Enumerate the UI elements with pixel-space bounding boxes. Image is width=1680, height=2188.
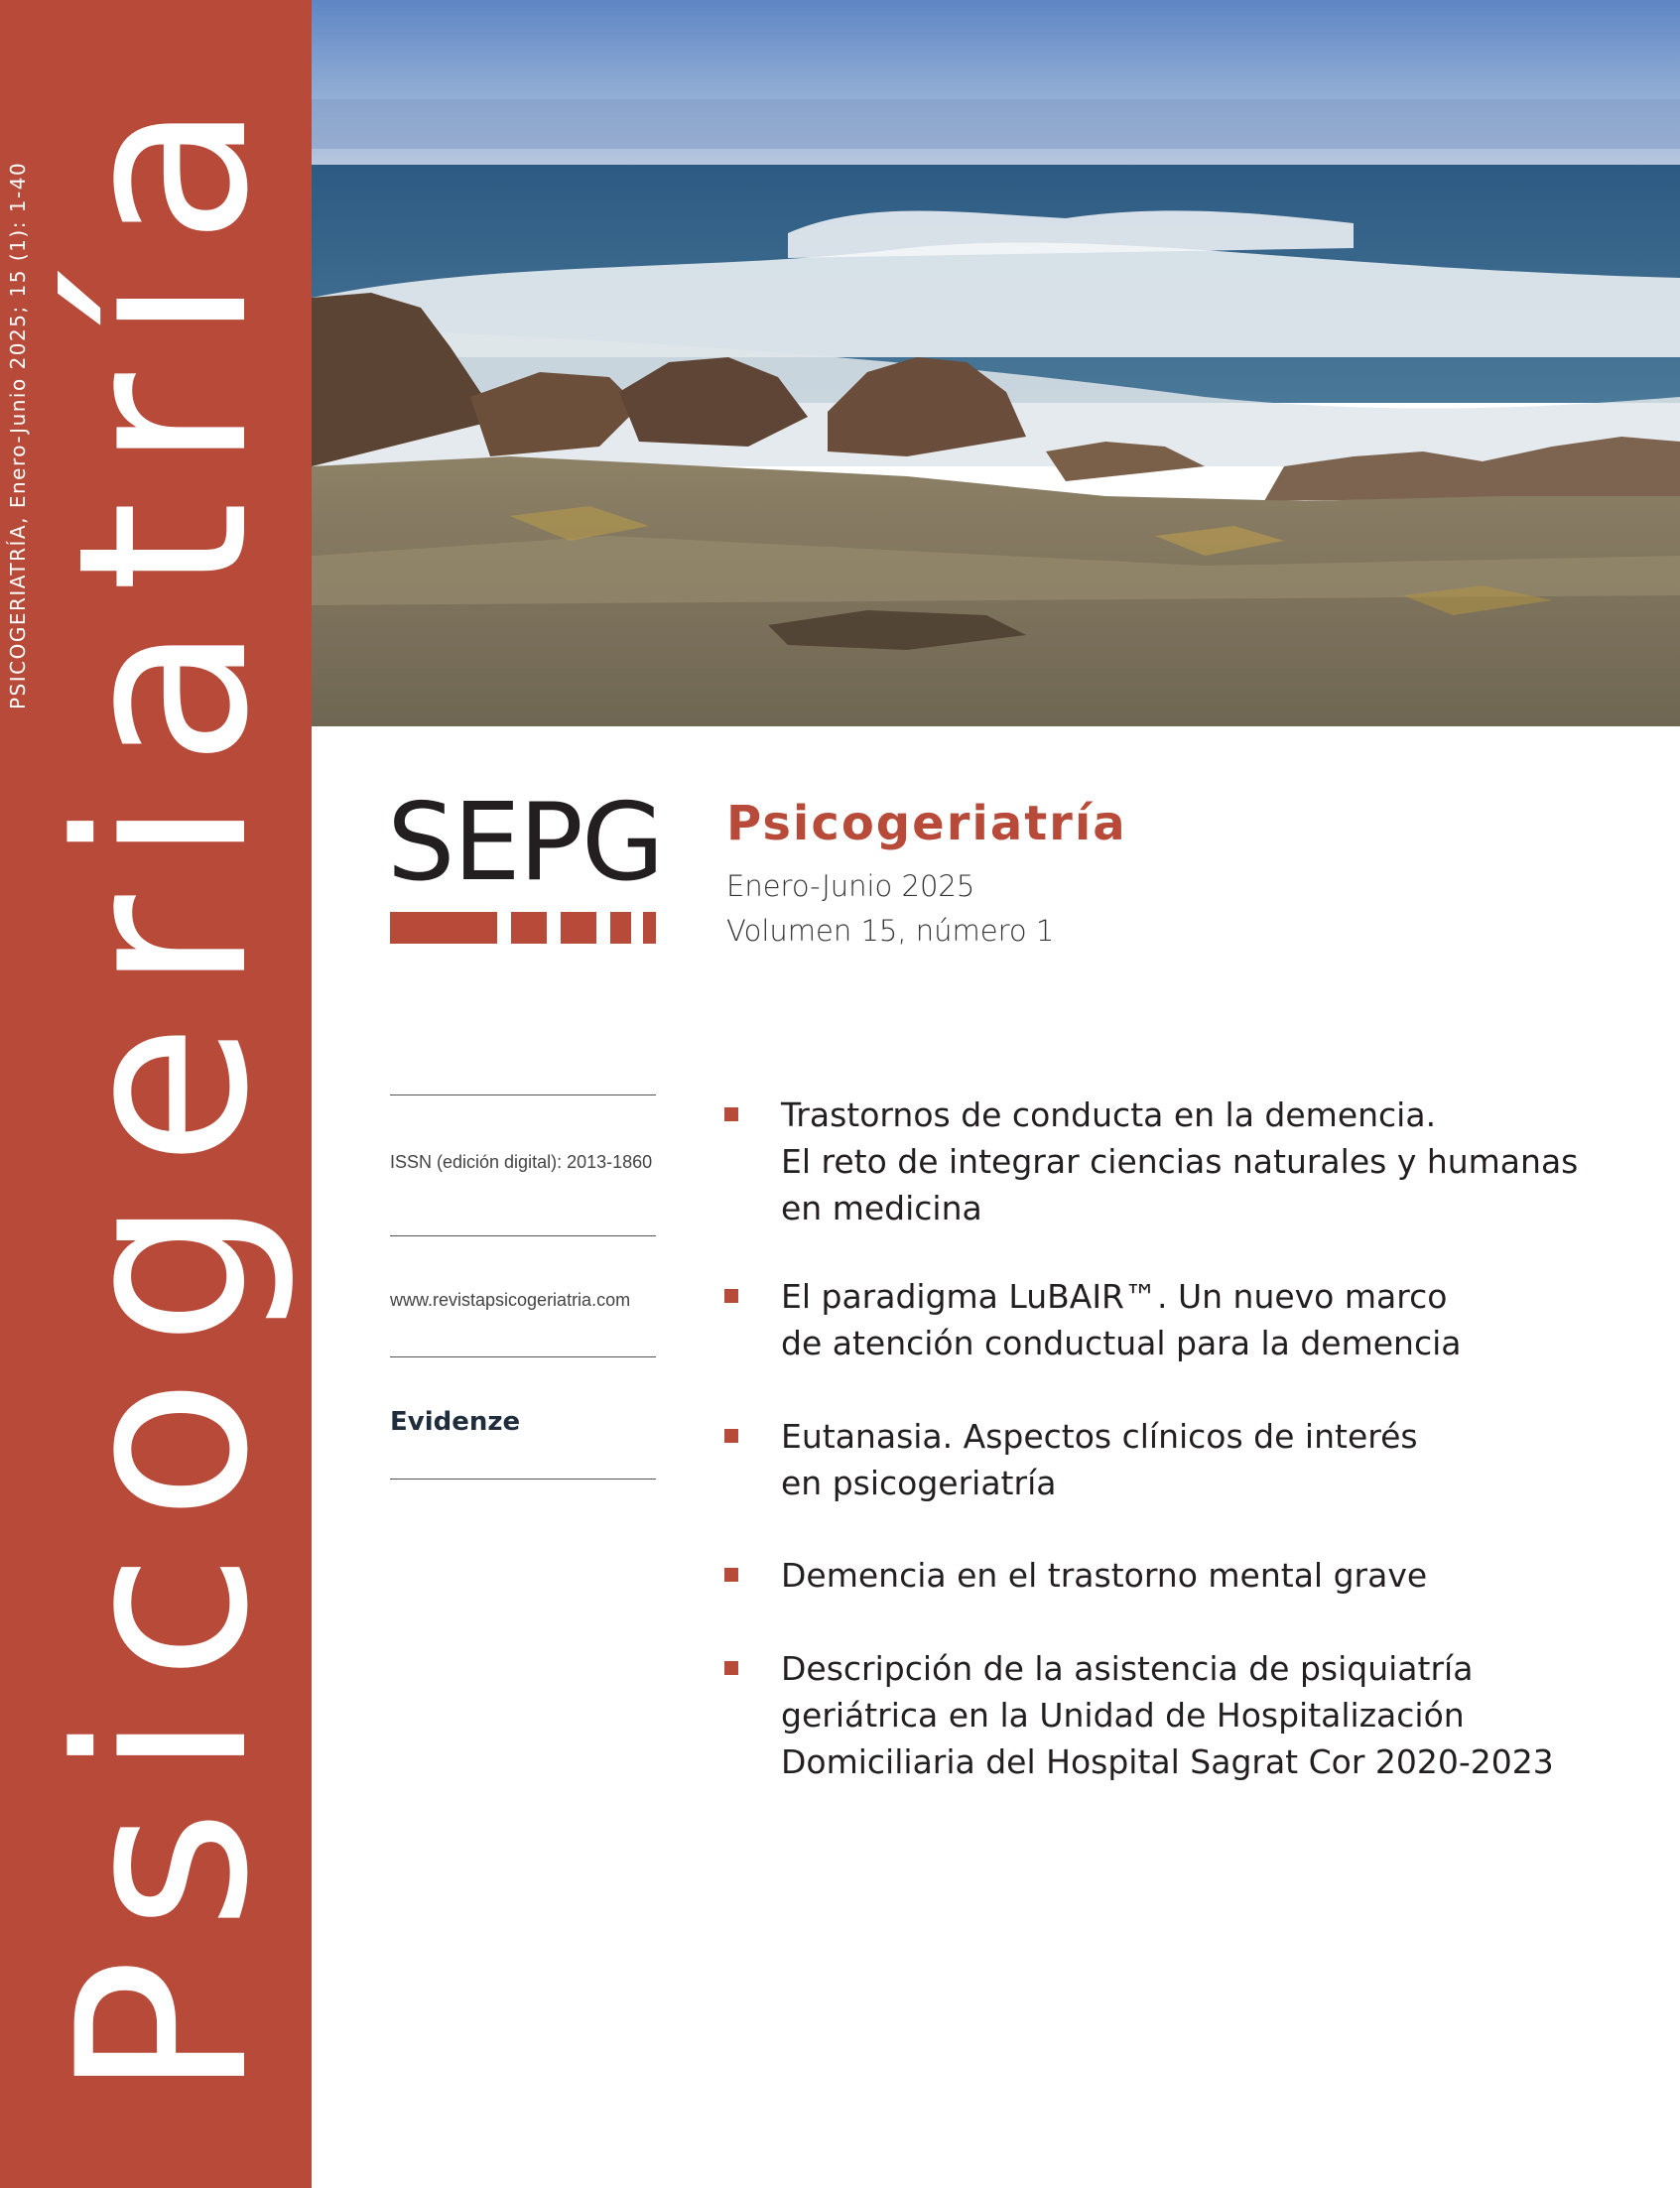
toc-item-title: Eutanasia. Aspectos clínicos de interés en psicogeriatría xyxy=(781,1417,1418,1502)
spine-citation: PSICOGERIATRÍA, Enero-Junio 2025; 15 (1): 1-40 xyxy=(6,161,30,709)
toc-item-title: El paradigma LuBAIR™. Un nuevo marco de atención conductual para la demencia xyxy=(781,1277,1462,1362)
toc-item-title: Descripción de la asistencia de psiquiatría geriátrica en la Unidad de Hospitalización Domiciliaria del Hospital Sagrat Cor 2020-2023 xyxy=(781,1649,1554,1781)
cover-photo xyxy=(312,0,1680,726)
vertical-journal-title: Psicogeriatría xyxy=(29,69,300,2099)
sepg-logo-text: SEPG xyxy=(387,781,663,905)
divider-4 xyxy=(390,1479,656,1480)
square-bullet-icon xyxy=(724,1568,738,1582)
divider-2 xyxy=(390,1235,656,1236)
logo-bar-5 xyxy=(643,912,656,944)
cover-sidebar xyxy=(0,0,312,2188)
divider-3 xyxy=(390,1356,656,1357)
logo-bar-1 xyxy=(390,912,497,944)
publisher-logo: Evidenze xyxy=(390,1407,521,1437)
square-bullet-icon xyxy=(724,1429,738,1443)
logo-bar-2 xyxy=(511,912,547,944)
square-bullet-icon xyxy=(724,1107,738,1121)
issue-period: Enero-Junio 2025 xyxy=(726,869,975,903)
logo-bar-3 xyxy=(561,912,596,944)
issn-text: ISSN (edición digital): 2013-1860 xyxy=(390,1152,653,1172)
coastal-landscape-image xyxy=(312,0,1680,726)
issue-volume: Volumen 15, número 1 xyxy=(726,914,1055,948)
website-link[interactable]: www.revistapsicogeriatria.com xyxy=(390,1290,631,1310)
vertical-title-container xyxy=(0,0,312,2188)
divider-1 xyxy=(390,1094,656,1095)
toc-item-title: Demencia en el trastorno mental grave xyxy=(781,1556,1428,1595)
logo-bar-4 xyxy=(610,912,631,944)
toc-item-title: Trastornos de conducta en la demencia. El reto de integrar ciencias naturales y humanas en medicina xyxy=(781,1095,1579,1227)
square-bullet-icon xyxy=(724,1289,738,1303)
journal-name: Psicogeriatría xyxy=(726,796,1127,851)
square-bullet-icon xyxy=(724,1661,738,1675)
